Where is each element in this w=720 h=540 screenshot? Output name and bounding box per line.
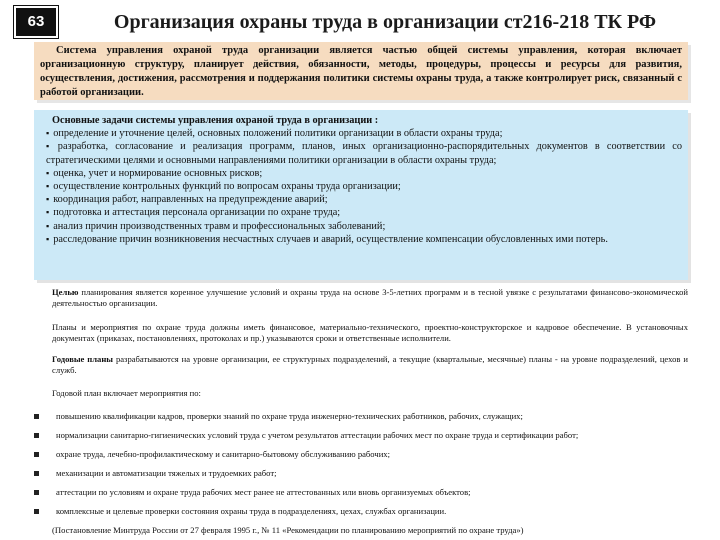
task-text: анализ причин производственных травм и профессиональных заболеваний; bbox=[53, 220, 386, 232]
plan-item-text: охране труда, лечебно-профилактическому и санитарно-бытовому обслуживанию рабочих; bbox=[56, 449, 390, 459]
annual-plans-text: разрабатываются на уровне организации, ее структурных подразделений, а текущие (квартальные, месячные) планы - на уровне подразделений, цехов и служб. bbox=[52, 354, 688, 375]
plan-list bbox=[34, 407, 688, 521]
goal-lead: Целью bbox=[52, 287, 79, 297]
plan-item-text: аттестации по условиям и охране труда рабочих мест ранее не аттестованных или вновь организуемых объектов; bbox=[56, 487, 471, 497]
list-item bbox=[34, 464, 688, 483]
tasks-heading: Основные задачи системы управления охраной труда в организации : bbox=[52, 115, 379, 126]
paragraph-goal bbox=[34, 287, 688, 309]
task-text: координация работ, направленных на предупреждение аварий; bbox=[53, 194, 328, 206]
bullet-icon: ▪ bbox=[46, 194, 50, 205]
intro-box bbox=[34, 42, 688, 100]
bullet-icon bbox=[34, 414, 39, 419]
bullet-icon: ▪ bbox=[46, 128, 50, 139]
tasks-list bbox=[40, 127, 682, 246]
planning-section bbox=[34, 283, 688, 536]
task-text: определение и уточнение целей, основных положений политики организации в области охраны труда; bbox=[53, 128, 503, 140]
bullet-icon: ▪ bbox=[46, 207, 50, 218]
bullet-icon bbox=[34, 509, 39, 514]
tasks-box bbox=[34, 110, 688, 280]
task-text: подготовка и аттестация персонала организации по охране труда; bbox=[53, 207, 341, 219]
plan-item-text: повышению квалификации кадров, проверки знаний по охране труда инженерно-технических работников, рабочих, служащих; bbox=[56, 411, 523, 421]
intro-text: Система управления охраной труда организации является частью общей системы управления, которая включает организационную структуру, планирует действия, обязанности, методы, процедуры, процессы и ресурсы для развития, осуществления, достижения, рассмотрения и поддержания политики системы охраны труда, а также контролирует риск, связанный с работой организации. bbox=[40, 45, 682, 98]
plan-item-text: механизации и автоматизации тяжелых и трудоемких работ; bbox=[56, 468, 277, 478]
list-item bbox=[40, 206, 682, 219]
list-item bbox=[34, 445, 688, 464]
page-title: Организация охраны труда в организации ст216-218 ТК РФ bbox=[113, 11, 657, 33]
list-item bbox=[40, 220, 682, 233]
task-text: оценка, учет и нормирование основных рисков; bbox=[53, 167, 263, 179]
bullet-icon bbox=[34, 471, 39, 476]
slide-number: 63 bbox=[14, 6, 58, 38]
list-item bbox=[34, 407, 688, 426]
list-item bbox=[34, 483, 688, 502]
paragraph-annual-plans bbox=[34, 354, 688, 376]
annual-plans-lead: Годовые планы bbox=[52, 354, 114, 364]
list-item bbox=[34, 426, 688, 445]
bullet-icon: ▪ bbox=[46, 181, 50, 192]
list-item bbox=[40, 140, 682, 166]
list-item bbox=[40, 233, 682, 246]
paragraph-resources: Планы и мероприятия по охране труда должны иметь финансовое, материально-технического, проектно-конструкторское и кадровое обеспечение. В установочных документах (приказах, постановлениях, протоколах и пр.) указываются сроки и ответственные исполнители. bbox=[52, 322, 688, 343]
list-item bbox=[40, 167, 682, 180]
plan-item-text: комплексные и целевые проверки состояния охраны труда в подразделениях, цехах, службах организации. bbox=[56, 506, 447, 516]
bullet-icon bbox=[34, 433, 39, 438]
bullet-icon: ▪ bbox=[46, 233, 50, 244]
bullet-icon: ▪ bbox=[46, 167, 50, 178]
list-item bbox=[34, 502, 688, 521]
list-item bbox=[40, 193, 682, 206]
list-item bbox=[40, 127, 682, 140]
source-citation: (Постановление Минтруда России от 27 февраля 1995 г., № 11 «Рекомендации по планированию мероприятий по охране труда») bbox=[52, 525, 524, 535]
task-text: разработка, согласование и реализация программ, планов, иных организационно-распорядительных документов в соответствии со стратегическими целями и основными направлениями политики организации в области охраны труда; bbox=[46, 141, 682, 166]
task-text: осуществление контрольных функций по вопросам охраны труда организации; bbox=[53, 181, 401, 193]
bullet-icon: ▪ bbox=[46, 141, 54, 152]
plan-item-text: нормализации санитарно-гигиенических условий труда с учетом результатов аттестации рабочих мест по охране труда и сертификации работ; bbox=[56, 430, 579, 440]
bullet-icon bbox=[34, 452, 39, 457]
list-item bbox=[40, 180, 682, 193]
goal-text: планирования является коренное улучшение условий и охраны труда на основе 3-5-летних программ и в тесной увязке с результатами финансово-экономической деятельностью организации. bbox=[52, 287, 688, 308]
task-text: расследование причин возникновения несчастных случаев и аварий, осуществление компенсации обусловленных ими потерь. bbox=[53, 233, 608, 245]
paragraph-plan-intro: Годовой план включает мероприятия по: bbox=[52, 388, 201, 398]
bullet-icon: ▪ bbox=[46, 220, 50, 231]
bullet-icon bbox=[34, 490, 39, 495]
